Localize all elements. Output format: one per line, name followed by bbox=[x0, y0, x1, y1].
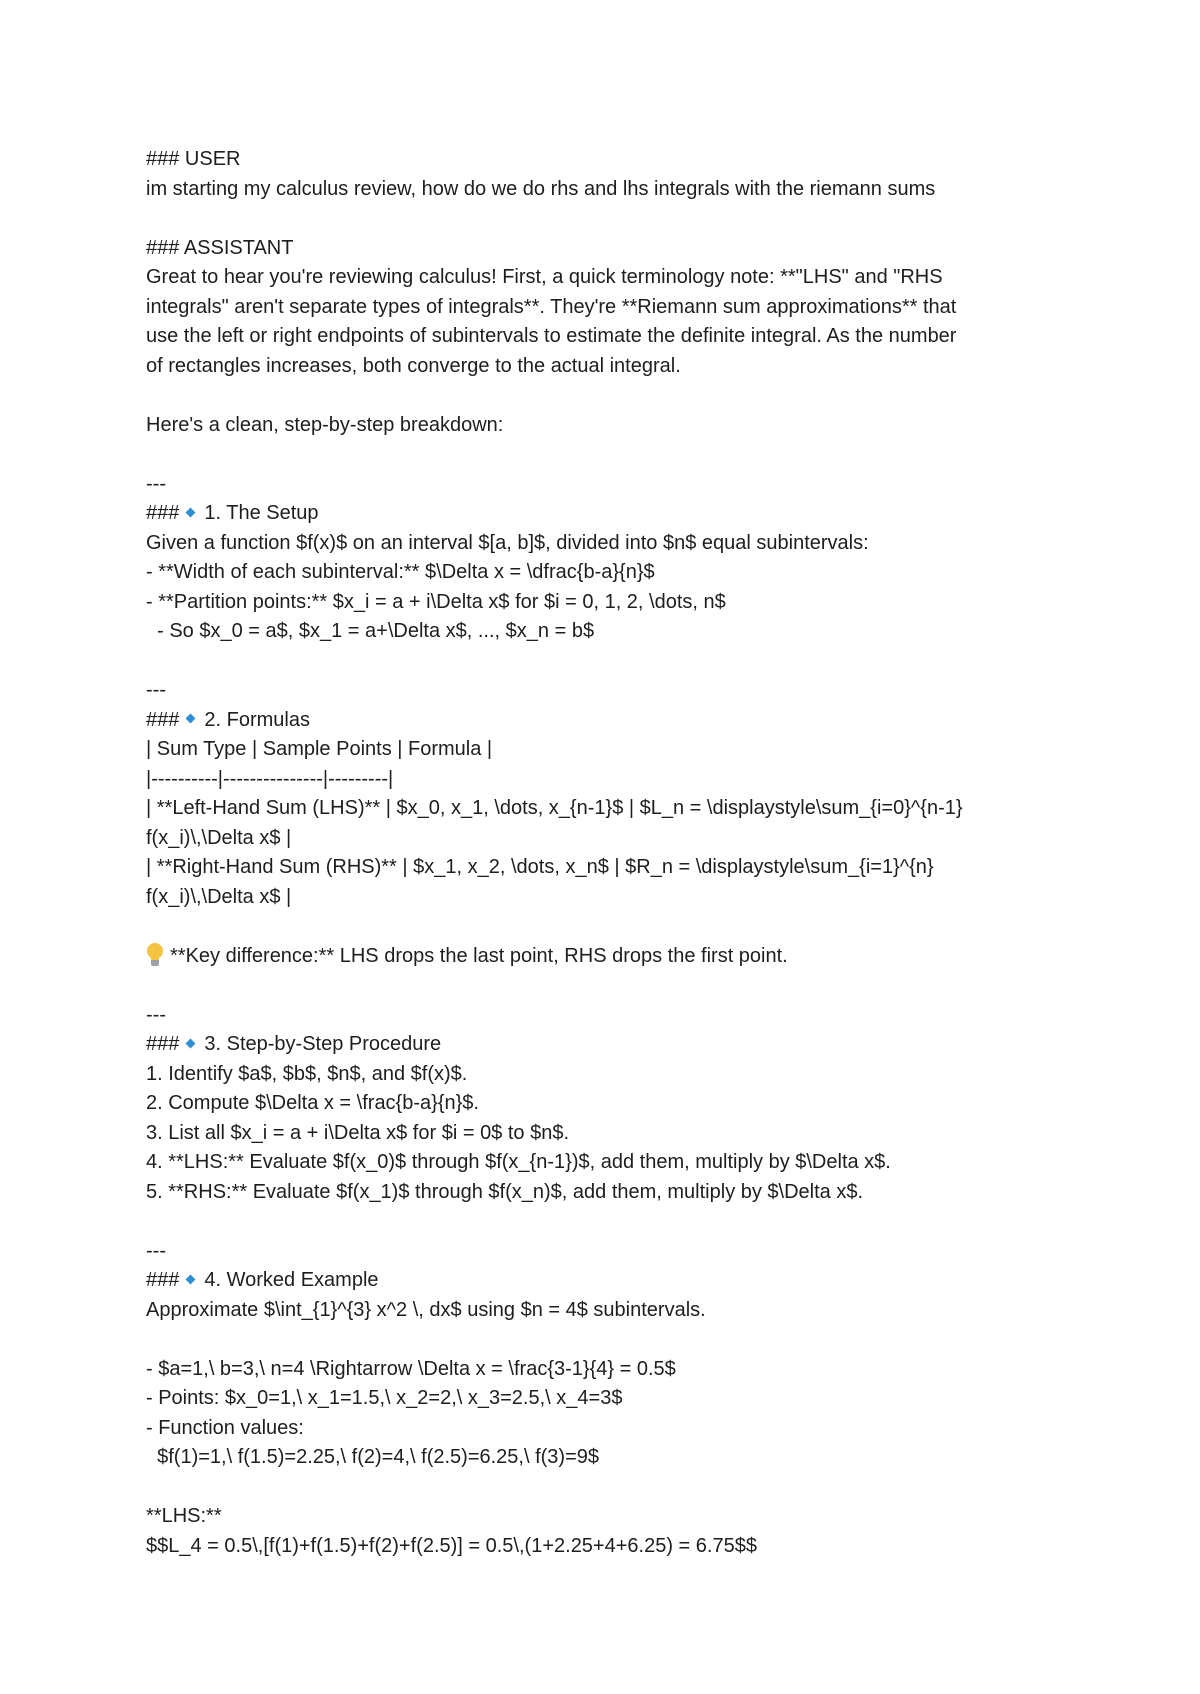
blank-line bbox=[146, 647, 1086, 677]
key-difference-text: **Key difference:** LHS drops the last point, RHS drops the first point. bbox=[170, 944, 788, 967]
setup-line: - **Partition points:** $x_i = a + i\Delta x$ for $i = 0, 1, 2, \dots, n$ bbox=[146, 590, 726, 613]
section-heading-procedure bbox=[146, 1030, 1086, 1060]
procedure-step: 4. **LHS:** Evaluate $f(x_0)$ through $f(x_{n-1})$, add them, multiply by $\Delta x$. bbox=[146, 1151, 891, 1173]
example-intro: Approximate $\int_{1}^{3} x^2 \, dx$ using $n = 4$ subintervals. bbox=[146, 1298, 706, 1321]
small-blue-diamond-icon bbox=[186, 1038, 196, 1048]
lhs-formula: $$L_4 = 0.5\,[f(1)+f(1.5)+f(2)+f(2.5)] = 0.5\,(1+2.25+4+6.25) = 6.75$$ bbox=[146, 1534, 757, 1557]
setup-line: - So $x_0 = a$, $x_1 = a+\Delta x$, ..., $x_n = b$ bbox=[146, 620, 595, 642]
intro-line: use the left or right endpoints of subintervals to estimate the definite integral. As the number bbox=[146, 325, 957, 347]
breakdown-line: Here's a clean, step-by-step breakdown: bbox=[146, 413, 504, 436]
heading-hashes: ### bbox=[146, 708, 180, 731]
separator: --- bbox=[146, 1239, 166, 1262]
section-title: 2. Formulas bbox=[204, 708, 310, 731]
formula-table-line: f(x_i)\,\Delta x$ | bbox=[146, 885, 292, 908]
intro-line: integrals" aren't separate types of integrals**. They're **Riemann sum approximations** that bbox=[146, 295, 957, 318]
formula-table-line: f(x_i)\,\Delta x$ | bbox=[146, 826, 292, 849]
key-difference-line bbox=[146, 942, 1086, 972]
blank-line bbox=[146, 971, 1086, 1001]
procedure-step: 5. **RHS:** Evaluate $f(x_1)$ through $f(x_n)$, add them, multiply by $\Delta x$. bbox=[146, 1180, 864, 1203]
example-line: $f(1)=1,\ f(1.5)=2.25,\ f(2)=4,\ f(2.5)=6.25,\ f(3)=9$ bbox=[146, 1446, 600, 1468]
formula-table-line: | Sum Type | Sample Points | Formula | bbox=[146, 738, 493, 760]
separator: --- bbox=[146, 1003, 166, 1026]
section-heading-formulas bbox=[146, 706, 1086, 736]
formula-table-line: | **Left-Hand Sum (LHS)** | $x_0, x_1, \dots, x_{n-1}$ | $L_n = \displaystyle\sum_{i=0}^{n-1} bbox=[146, 797, 963, 819]
section-heading-example bbox=[146, 1266, 1086, 1296]
intro-line: of rectangles increases, both converge to the actual integral. bbox=[146, 354, 681, 377]
setup-line: - **Width of each subinterval:** $\Delta x = \dfrac{b-a}{n}$ bbox=[146, 561, 655, 583]
light-bulb-icon bbox=[146, 943, 164, 967]
intro-line: Great to hear you're reviewing calculus! First, a quick terminology note: **"LHS" and "RHS bbox=[146, 266, 943, 288]
section-heading-setup bbox=[146, 499, 1086, 529]
user-message: im starting my calculus review, how do we do rhs and lhs integrals with the riemann sums bbox=[146, 177, 936, 200]
blank-line bbox=[146, 1207, 1086, 1237]
blank-line bbox=[146, 912, 1086, 942]
formula-table-line: |----------|---------------|---------| bbox=[146, 767, 394, 790]
section-title: 4. Worked Example bbox=[204, 1269, 379, 1291]
document-page bbox=[146, 145, 1086, 1561]
separator: --- bbox=[146, 472, 166, 495]
blank-line bbox=[146, 440, 1086, 470]
small-blue-diamond-icon bbox=[186, 507, 196, 517]
example-line: - $a=1,\ b=3,\ n=4 \Rightarrow \Delta x = \frac{3-1}{4} = 0.5$ bbox=[146, 1357, 676, 1380]
heading-hashes: ### bbox=[146, 1033, 180, 1055]
small-blue-diamond-icon bbox=[186, 1274, 196, 1284]
blank-line bbox=[146, 1325, 1086, 1355]
blank-line bbox=[146, 381, 1086, 411]
procedure-step: 3. List all $x_i = a + i\Delta x$ for $i = 0$ to $n$. bbox=[146, 1121, 570, 1144]
section-title: 3. Step-by-Step Procedure bbox=[204, 1033, 442, 1055]
procedure-step: 2. Compute $\Delta x = \frac{b-a}{n}$. bbox=[146, 1092, 479, 1114]
procedure-step: 1. Identify $a$, $b$, $n$, and $f(x)$. bbox=[146, 1062, 468, 1085]
example-line: - Function values: bbox=[146, 1416, 304, 1439]
example-line: - Points: $x_0=1,\ x_1=1.5,\ x_2=2,\ x_3=2.5,\ x_4=3$ bbox=[146, 1387, 623, 1409]
heading-hashes: ### bbox=[146, 502, 180, 524]
blank-line bbox=[146, 1473, 1086, 1503]
user-heading: ### USER bbox=[146, 148, 241, 170]
small-blue-diamond-icon bbox=[186, 714, 196, 724]
section-title: 1. The Setup bbox=[204, 502, 319, 524]
setup-line: Given a function $f(x)$ on an interval $[a, b]$, divided into $n$ equal subintervals: bbox=[146, 531, 869, 554]
assistant-heading: ### ASSISTANT bbox=[146, 236, 294, 259]
blank-line bbox=[146, 204, 1086, 234]
lhs-label: **LHS:** bbox=[146, 1505, 222, 1527]
separator: --- bbox=[146, 679, 166, 701]
heading-hashes: ### bbox=[146, 1269, 180, 1291]
formula-table-line: | **Right-Hand Sum (RHS)** | $x_1, x_2, \dots, x_n$ | $R_n = \displaystyle\sum_{i=1}^{n} bbox=[146, 856, 934, 878]
